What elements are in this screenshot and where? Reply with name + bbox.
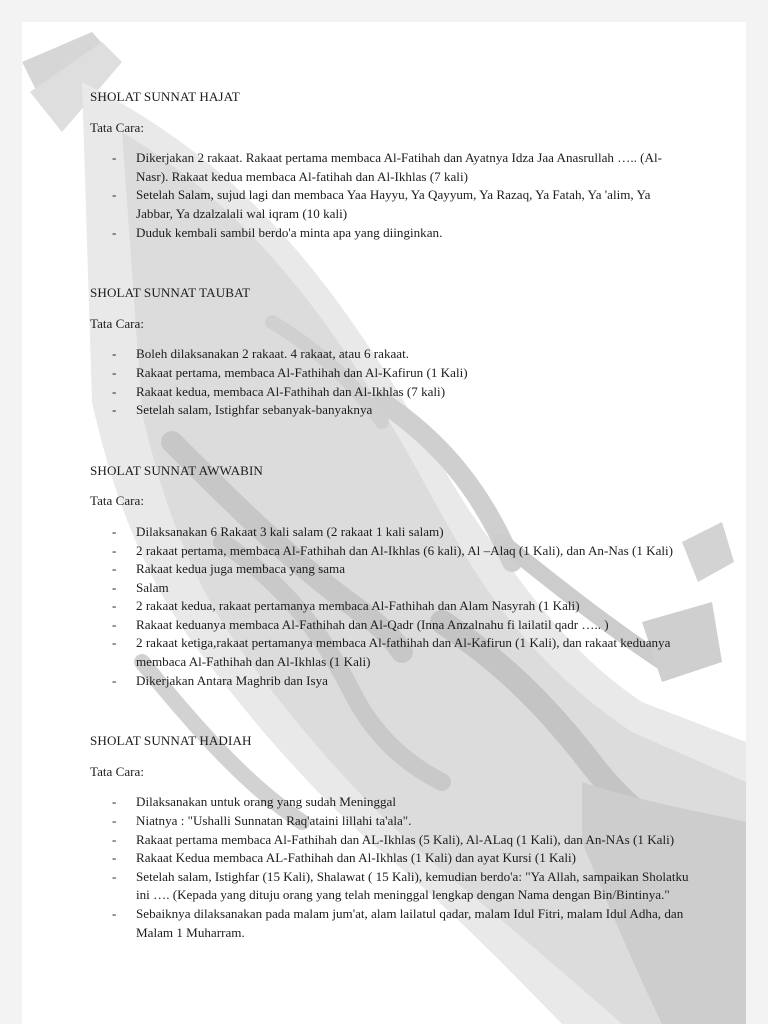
list-item [90, 672, 690, 691]
list-item [90, 597, 690, 616]
list-item [90, 401, 690, 420]
list-item [90, 224, 690, 243]
bullet-dash: - [112, 850, 117, 866]
list-item-text: Rakaat keduanya membaca Al-Fathihah dan Al-Qadr (Inna Anzalnahu fi lailatil qadr ….. ) [136, 616, 609, 632]
bullet-dash: - [112, 346, 117, 362]
list-item [90, 812, 690, 831]
list-item-text: Salam [136, 579, 169, 595]
bullet-dash: - [112, 579, 117, 595]
list-item-text: Boleh dilaksanakan 2 rakaat. 4 rakaat, atau 6 rakaat. [136, 346, 410, 362]
bullet-dash: - [112, 598, 117, 614]
section-hajat [90, 88, 690, 242]
bullet-dash: - [112, 383, 117, 399]
list-item [90, 849, 690, 868]
list-item-text: Rakaat kedua, membaca Al-Fathihah dan Al-Ikhlas (7 kali) [136, 383, 446, 399]
list-item [90, 383, 690, 402]
section-hadiah [90, 732, 690, 942]
list-item [90, 616, 690, 635]
list-item-text: Duduk kembali sambil berdo'a minta apa yang diinginkan. [136, 224, 443, 240]
list-item-text: Niatnya : "Ushalli Sunnatan Raq'ataini lillahi ta'ala". [136, 813, 412, 829]
bullet-dash: - [112, 542, 117, 558]
bullet-dash: - [112, 402, 117, 418]
list-item-text: Rakaat pertama, membaca Al-Fathihah dan Al-Kafirun (1 Kali) [136, 364, 468, 380]
bullet-dash: - [112, 906, 117, 921]
section-taubat [90, 284, 690, 420]
section-title: SHOLAT SUNNAT TAUBAT [90, 285, 251, 301]
list-item-text: 2 rakaat kedua, rakaat pertamanya membaca Al-Fathihah dan Alam Nasyrah (1 Kali) [136, 598, 580, 614]
bullet-dash: - [112, 224, 117, 240]
list-item [90, 186, 690, 223]
list-item-text: Dikerjakan 2 rakaat. Rakaat pertama membaca Al-Fatihah dan Ayatnya Idza Jaa Anasrullah ….. (Al-Nasr). Rakaat kedua membaca Al-fatihah dan Al-Ikhlas (7 kali) [136, 150, 662, 184]
bullet-dash: - [112, 616, 117, 632]
item-list [90, 345, 690, 419]
list-item-text: Setelah salam, Istighfar sebanyak-banyaknya [136, 402, 373, 418]
list-item [90, 560, 690, 579]
list-item-text: Dilaksanakan 6 Rakaat 3 kali salam (2 rakaat 1 kali salam) [136, 523, 444, 539]
list-item-text: Setelah salam, Istighfar (15 Kali), Shalawat ( 15 Kali), kemudian berdo'a: "Ya Allah, sampaikan Sholatku ini …. (Kepada yang dituju orang yang telah meninggal lengkap dengan Nama dengan Bin/Bintinya." [136, 868, 689, 903]
item-list [90, 149, 690, 242]
list-item [90, 793, 690, 812]
bullet-dash: - [112, 635, 117, 651]
list-item [90, 542, 690, 561]
document-content [90, 88, 690, 984]
list-item [90, 523, 690, 542]
list-item-text: Dikerjakan Antara Maghrib dan Isya [136, 672, 328, 688]
bullet-dash: - [112, 672, 117, 688]
bullet-dash: - [112, 523, 117, 539]
section-title: SHOLAT SUNNAT HADIAH [90, 733, 252, 749]
section-awwabin [90, 462, 690, 691]
bullet-dash: - [112, 868, 117, 884]
list-item-text: Dilaksanakan untuk orang yang sudah Meninggal [136, 794, 396, 810]
list-item-text: 2 rakaat pertama, membaca Al-Fathihah dan Al-Ikhlas (6 kali), Al –Alaq (1 Kali), dan An-Nas (1 Kali) [136, 542, 674, 558]
section-subtitle: Tata Cara: [90, 119, 144, 135]
list-item [90, 634, 690, 671]
list-item [90, 149, 690, 186]
list-item [90, 868, 690, 905]
section-subtitle: Tata Cara: [90, 493, 144, 509]
list-item-text: Rakaat pertama membaca Al-Fathihah dan AL-Ikhlas (5 Kali), Al-ALaq (1 Kali), dan An-NAs (1 Kali) [136, 831, 675, 847]
bullet-dash: - [112, 150, 117, 166]
list-item [90, 345, 690, 364]
section-title: SHOLAT SUNNAT HAJAT [90, 89, 240, 104]
bullet-dash: - [112, 364, 117, 380]
item-list [90, 523, 690, 690]
section-title: SHOLAT SUNNAT AWWABIN [90, 462, 263, 478]
list-item-text: Rakaat kedua juga membaca yang sama [136, 561, 346, 577]
document-page [22, 22, 746, 1024]
item-list [90, 793, 690, 942]
list-item [90, 579, 690, 598]
bullet-dash: - [112, 794, 117, 810]
list-item-text: 2 rakaat ketiga,rakaat pertamanya membaca Al-fathihah dan Al-Kafirun (1 Kali), dan rakaat keduanya membaca Al-Fathihah dan Al-Ikhlas (1 Kali) [136, 635, 671, 670]
list-item-text: Sebaiknya dilaksanakan pada malam jum'at, alam lailatul qadar, malam Idul Fitri, malam Idul Adha, dan Malam 1 Muharram. [136, 906, 684, 940]
list-item [90, 364, 690, 383]
section-subtitle: Tata Cara: [90, 315, 144, 331]
bullet-dash: - [112, 561, 117, 577]
bullet-dash: - [112, 831, 117, 847]
list-item-text: Setelah Salam, sujud lagi dan membaca Yaa Hayyu, Ya Qayyum, Ya Razaq, Ya Fatah, Ya 'alim, Ya Jabbar, Ya dzalzalali wal iqram (10 kali) [136, 187, 651, 221]
list-item [90, 905, 690, 942]
bullet-dash: - [112, 813, 117, 829]
section-subtitle: Tata Cara: [90, 763, 144, 779]
list-item [90, 831, 690, 850]
list-item-text: Rakaat Kedua membaca AL-Fathihah dan Al-Ikhlas (1 Kali) dan ayat Kursi (1 Kali) [136, 850, 576, 866]
bullet-dash: - [112, 187, 117, 203]
